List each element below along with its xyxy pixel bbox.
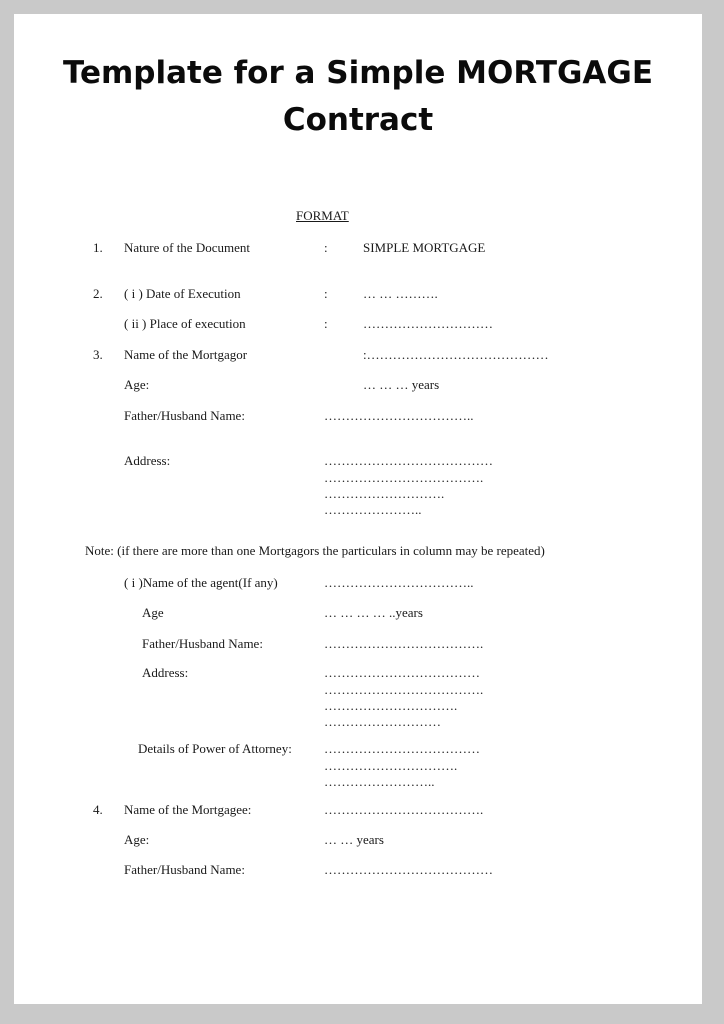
agent-age-label: Age [142,605,164,620]
agent-name-label: ( i )Name of the agent(If any) [124,575,278,590]
item-2-date-label: ( i ) Date of Execution [124,286,241,301]
mortgagee-age-label: Age: [124,832,150,847]
item-1-number: 1. [93,240,103,255]
mortgagor-address-label: Address: [124,453,171,468]
agent-address-line: ………………………………. [324,682,484,697]
document-page [14,14,702,1004]
mortgagor-name-label: Name of the Mortgagor [124,347,248,362]
item-1-value: SIMPLE MORTGAGE [363,240,486,255]
title-line-2: Contract [282,102,434,138]
mortgagee-name-value: ………………………………. [324,802,484,817]
mortgagor-address-line: ………………………………… [324,453,493,468]
item-4-number: 4. [93,802,103,817]
mortgagee-age-value: … … years [324,832,384,847]
poa-line: …………………….. [324,774,435,789]
mortgagor-address-line: ………………………………. [324,470,484,485]
poa-line: …………………………. [324,758,458,773]
mortgagee-father-label: Father/Husband Name: [124,862,245,877]
agent-address-label: Address: [142,665,189,680]
agent-address-line: ……………………………… [324,665,480,680]
item-2-number: 2. [93,286,103,301]
title-line-1: Template for a Simple MORTGAGE [62,55,654,91]
agent-father-value: ………………………………. [324,636,484,651]
agent-father-label: Father/Husband Name: [142,636,263,651]
document-title [14,50,702,144]
poa-label: Details of Power of Attorney: [138,741,292,756]
mortgagor-age-value: … … … years [363,377,440,392]
mortgagee-father-value: ………………………………… [324,862,493,877]
item-3-number: 3. [93,347,103,362]
poa-line: ……………………………… [324,741,480,756]
mortgagor-name-value: :…………………………………… [363,347,549,362]
mortgagor-age-label: Age: [124,377,150,392]
item-2-place-colon: : [324,316,328,331]
mortgagor-address-line: ………………………. [324,486,445,501]
item-2-date-value: … … ………. [363,286,438,301]
agent-name-value: …………………………….. [324,575,474,590]
repeat-note: Note: (if there are more than one Mortgagors the particulars in column may be repeated) [85,543,545,558]
mortgagor-address-line: ………………….. [324,502,422,517]
item-2-place-value: ………………………… [363,316,493,331]
agent-address-line: ……………………… [324,714,441,729]
item-1-label: Nature of the Document [124,240,250,255]
item-2-date-colon: : [324,286,328,301]
agent-address-line: …………………………. [324,698,458,713]
mortgagee-name-label: Name of the Mortgagee: [124,802,252,817]
mortgagor-father-value: …………………………….. [324,408,474,423]
item-1-colon: : [324,240,328,255]
format-heading: FORMAT [296,208,349,223]
item-2-place-label: ( ii ) Place of execution [124,316,246,331]
agent-age-value: … … … … ..years [324,605,423,620]
mortgagor-father-label: Father/Husband Name: [124,408,245,423]
